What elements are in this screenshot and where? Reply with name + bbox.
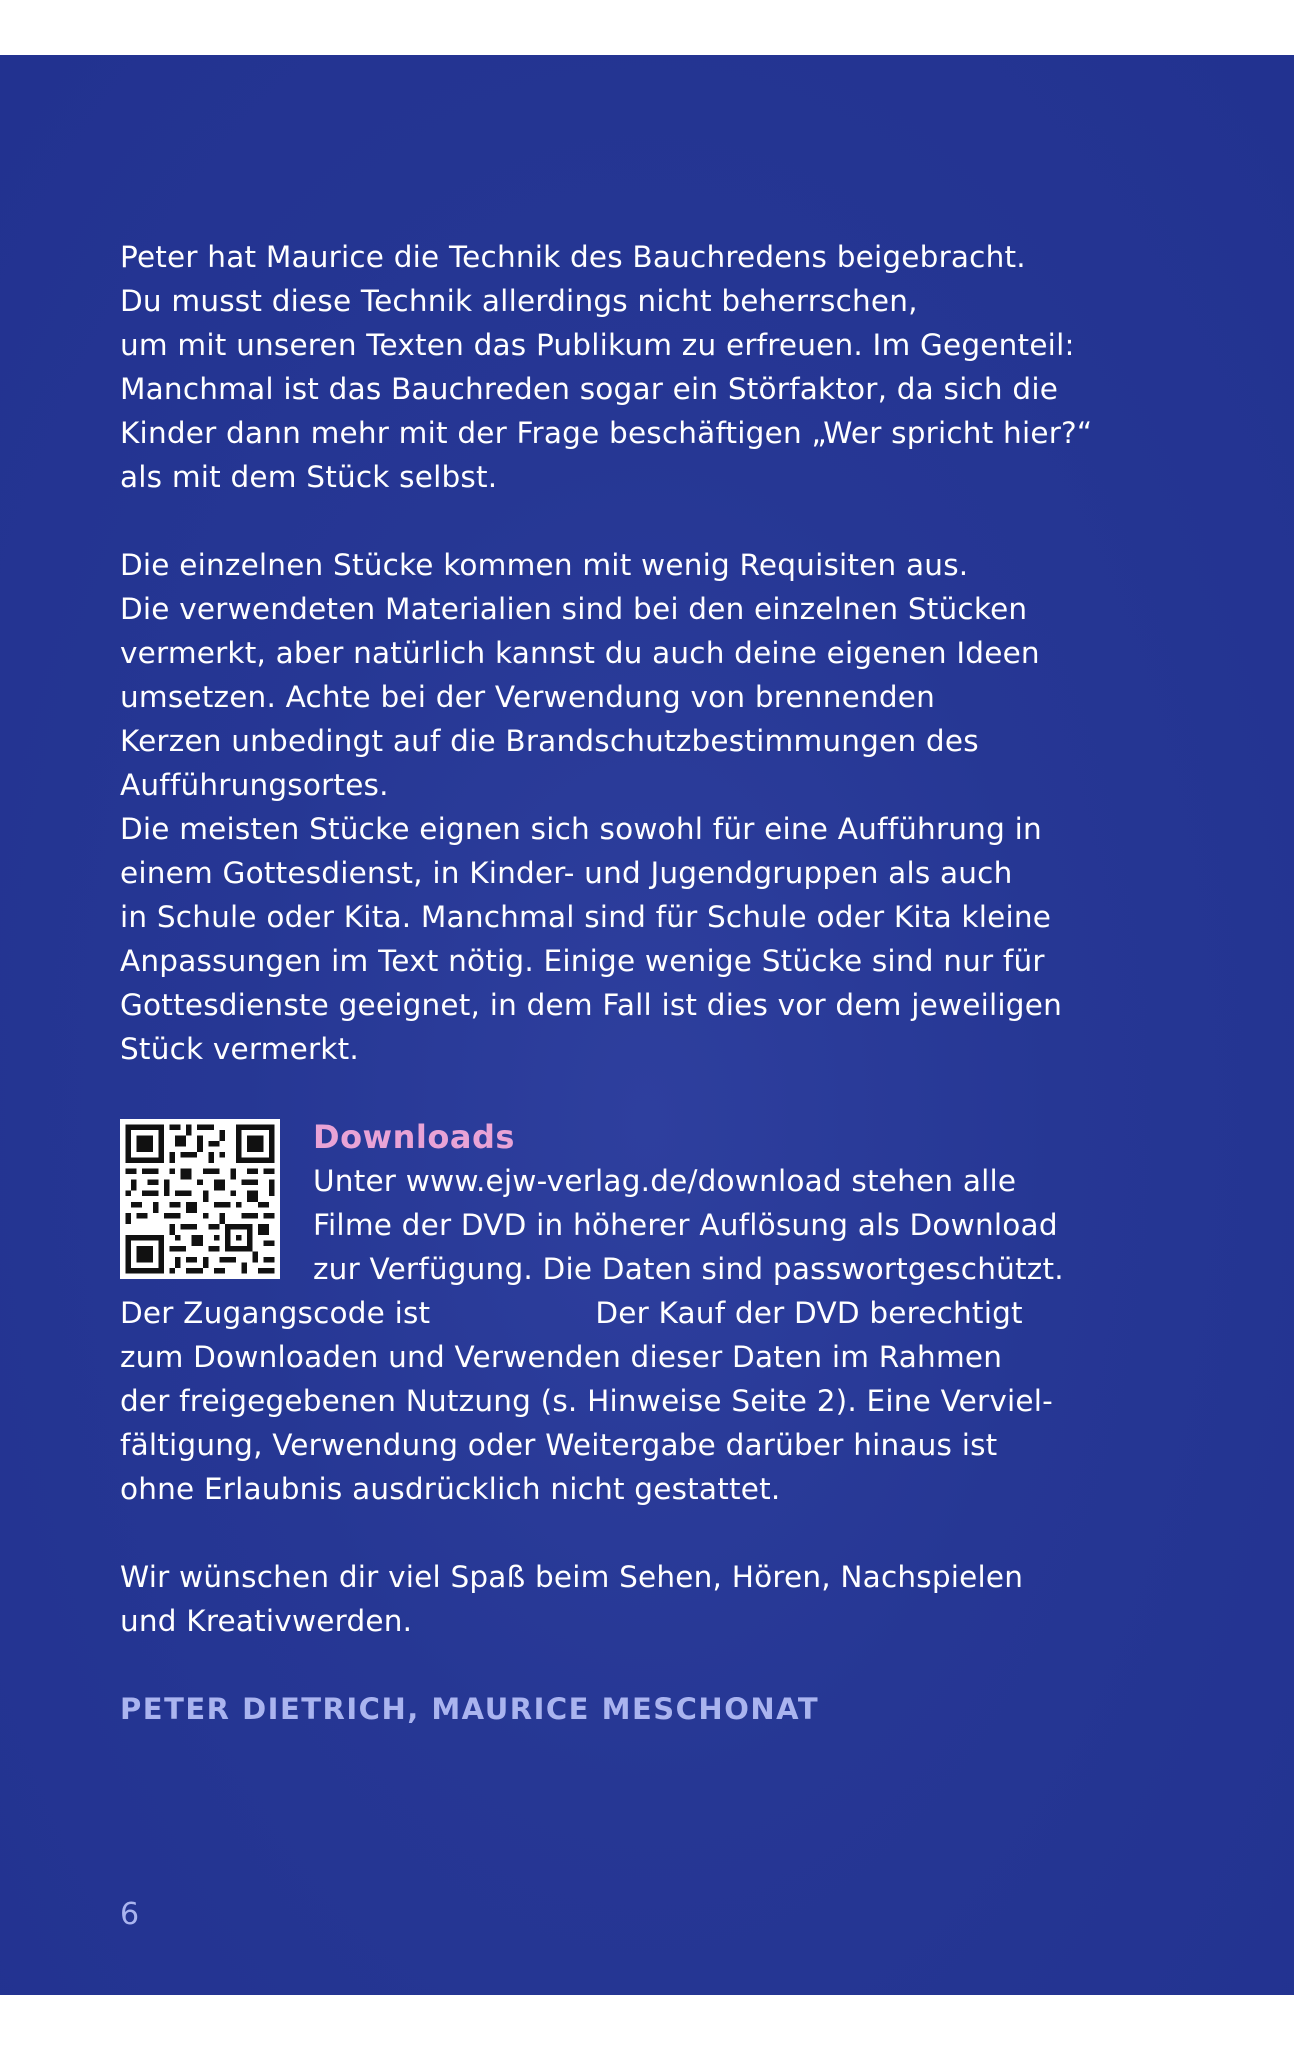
text-line: in Schule oder Kita. Manchmal sind für Schule oder Kita kleine xyxy=(120,900,1052,934)
text-line: Die meisten Stücke eignen sich sowohl für eine Aufführung in xyxy=(120,812,1042,846)
text-line: Die verwendeten Materialien sind bei den einzelnen Stücken xyxy=(120,592,1028,626)
access-code-label: Der Zugangscode ist xyxy=(120,1296,431,1330)
text-line: Anpassungen im Text nötig. Einige wenige Stücke sind nur für xyxy=(120,944,1045,978)
text-line: Gottesdienste geeignet, in dem Fall ist dies vor dem jeweiligen xyxy=(120,988,1062,1022)
downloads-heading: Downloads xyxy=(313,1118,515,1156)
intro-paragraph xyxy=(120,235,1120,499)
downloads-section xyxy=(120,1115,1120,1511)
author-signature: PETER DIETRICH, MAURICE MESCHONAT xyxy=(120,1692,820,1726)
page-number: 6 xyxy=(120,1897,140,1932)
text-line: zum Downloaden und Verwenden dieser Daten im Rahmen xyxy=(120,1340,1003,1374)
qr-code-icon xyxy=(120,1119,280,1279)
text-line: Stück vermerkt. xyxy=(120,1032,359,1066)
text-line: zur Verfügung. Die Daten sind passwortgeschützt. xyxy=(313,1252,1064,1286)
access-code-line xyxy=(120,1291,1120,1335)
text-line: fältigung, Verwendung oder Weitergabe darüber hinaus ist xyxy=(120,1428,998,1462)
text-line: Aufführungsortes. xyxy=(120,768,389,802)
usage-paragraph xyxy=(120,807,1120,1071)
access-code-followup: Der Kauf der DVD berechtigt xyxy=(595,1296,1023,1330)
book-page xyxy=(0,55,1294,1995)
page-content xyxy=(120,235,1120,1731)
text-line: Unter www.ejw-verlag.de/download stehen alle xyxy=(313,1164,1017,1198)
text-line: vermerkt, aber natürlich kannst du auch deine eigenen Ideen xyxy=(120,636,1040,670)
text-line: Peter hat Maurice die Technik des Bauchredens beigebracht. xyxy=(120,240,1026,274)
text-line: Manchmal ist das Bauchreden sogar ein Störfaktor, da sich die xyxy=(120,372,1059,406)
text-line: der freigegebenen Nutzung (s. Hinweise Seite 2). Eine Verviel- xyxy=(120,1384,1053,1418)
text-line: Die einzelnen Stücke kommen mit wenig Requisiten aus. xyxy=(120,548,969,582)
text-line: einem Gottesdienst, in Kinder- und Jugendgruppen als auch xyxy=(120,856,1013,890)
text-line: Du musst diese Technik allerdings nicht beherrschen, xyxy=(120,284,918,318)
text-line: umsetzen. Achte bei der Verwendung von brennenden xyxy=(120,680,936,714)
text-line: Kinder dann mehr mit der Frage beschäftigen „Wer spricht hier?“ xyxy=(120,416,1093,450)
text-line: Wir wünschen dir viel Spaß beim Sehen, Hören, Nachspielen xyxy=(120,1560,1024,1594)
downloads-body xyxy=(120,1291,1120,1511)
text-line: ohne Erlaubnis ausdrücklich nicht gestattet. xyxy=(120,1472,781,1506)
text-line: Filme der DVD in höherer Auflösung als Download xyxy=(313,1208,1058,1242)
downloads-intro xyxy=(313,1115,1120,1291)
text-line: Kerzen unbedingt auf die Brandschutzbestimmungen des xyxy=(120,724,979,758)
text-line: als mit dem Stück selbst. xyxy=(120,460,498,494)
closing-paragraph xyxy=(120,1555,1120,1643)
text-line: um mit unseren Texten das Publikum zu erfreuen. Im Gegenteil: xyxy=(120,328,1075,362)
qr-code[interactable] xyxy=(120,1119,280,1279)
materials-paragraph xyxy=(120,543,1120,807)
text-line: und Kreativwerden. xyxy=(120,1604,413,1638)
